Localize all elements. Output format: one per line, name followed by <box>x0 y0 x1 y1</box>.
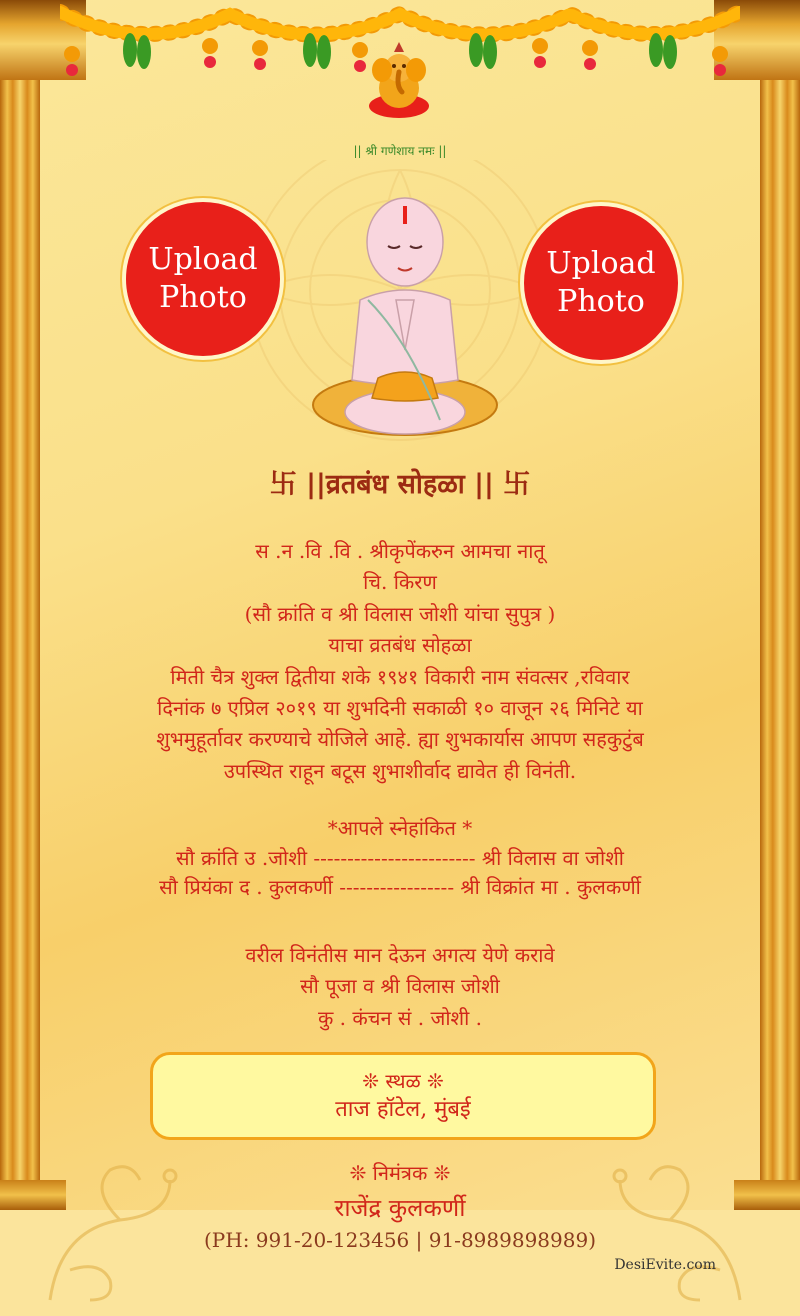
inviter-phone: (PH: 991-20-123456 | 91-8989898989) <box>204 1228 596 1252</box>
upload-photo-left-label: Upload Photo <box>148 242 258 315</box>
ceremony-title <box>0 462 800 501</box>
inviter-name: राजेंद्र कुलकर्णी <box>334 1194 466 1222</box>
inviter-section <box>0 1156 800 1226</box>
closing-line: सौ पूजा व श्री विलास जोशी <box>300 974 500 999</box>
invitation-body <box>40 536 760 787</box>
upload-photo-left-button[interactable] <box>122 198 284 360</box>
affectionate-row: सौ प्रियंका द . कुलकर्णी ----------------- श्री विक्रांत मा . कुलकर्णी <box>159 875 641 899</box>
venue-box <box>150 1052 656 1140</box>
praying-boy-icon <box>308 190 502 440</box>
invitation-line: दिनांक ७ एप्रिल २०१९ या शुभदिनी सकाळी १० वाजून २६ मिनिटे या <box>157 696 643 721</box>
invitation-line: शुभमुहूर्तावर करण्याचे योजिले आहे. ह्या शुभकार्यास आपण सहकुटुंब <box>156 727 644 752</box>
closing-section <box>40 940 760 1034</box>
brand-watermark: DesiEvite.com <box>614 1257 716 1273</box>
invitation-line: मिती चैत्र शुक्ल द्वितीया शके १९४१ विकारी नाम संवत्सर ,रविवार <box>170 664 630 689</box>
swastika-right-icon: 卐 <box>503 469 531 500</box>
venue-value: ताज हॉटेल, मुंबई <box>335 1097 471 1122</box>
closing-line: वरील विनंतीस मान देऊन अगत्य येणे करावे <box>245 943 555 967</box>
ganesh-shloka: || श्री गणेशाय नमः || <box>353 144 447 158</box>
left-pillar-border <box>0 0 40 1210</box>
upload-photo-right-label: Upload Photo <box>546 246 656 319</box>
ceremony-title-text: ||व्रतबंध सोहळा || <box>306 469 494 500</box>
invitation-line: (सौ क्रांति व श्री विलास जोशी यांचा सुपुत्र ) <box>244 601 556 626</box>
affectionate-section <box>40 814 760 903</box>
swastika-left-icon: 卐 <box>269 469 297 500</box>
ganesha-icon <box>362 40 436 122</box>
invitation-line: याचा व्रतबंध सोहळा <box>328 633 472 658</box>
upload-photo-right-button[interactable] <box>520 202 682 364</box>
affectionate-row: सौ क्रांति उ .जोशी ------------------------ श्री विलास वा जोशी <box>176 845 624 870</box>
invitation-line: स .न .वि .वि . श्रीकृपेंकरुन आमचा नातू <box>255 539 545 563</box>
invitation-line: चि. किरण <box>363 570 437 595</box>
affectionate-heading: *आपले स्नेहांकित * <box>327 816 473 840</box>
inviter-label: ❊ निमंत्रक ❊ <box>349 1161 451 1185</box>
venue-label: ❊ स्थळ ❊ <box>362 1069 444 1093</box>
closing-line: कु . कंचन सं . जोशी . <box>317 1005 483 1030</box>
right-pillar-border <box>760 0 800 1210</box>
invitation-line: उपस्थित राहून बटूस शुभाशीर्वाद द्यावेत ही विनंती. <box>223 758 577 783</box>
